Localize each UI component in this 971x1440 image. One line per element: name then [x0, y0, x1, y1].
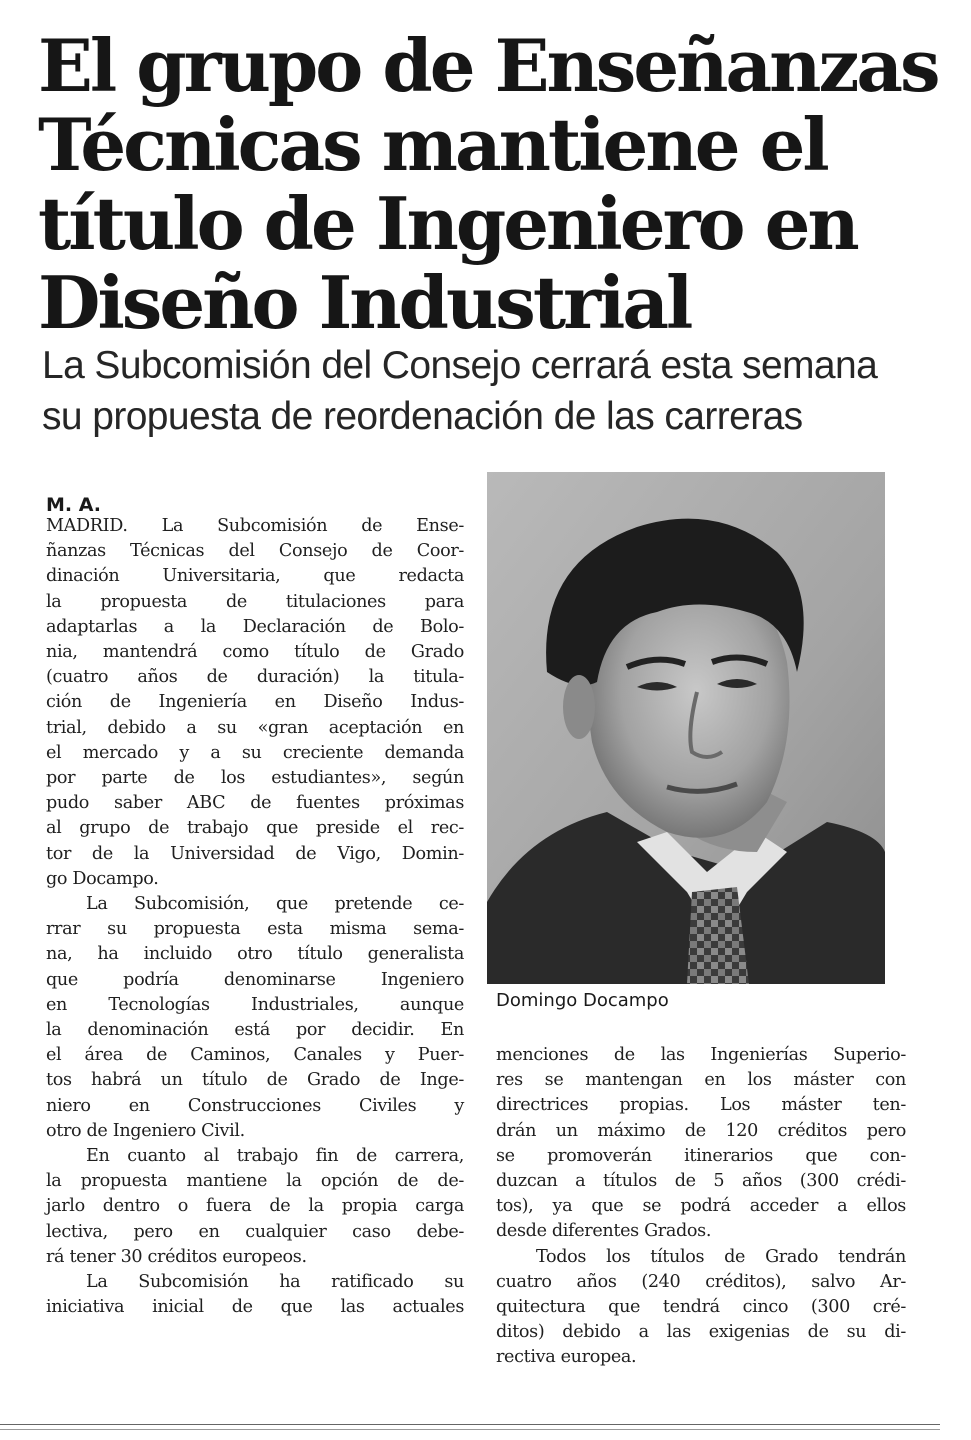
text-line: otro de Ingeniero Civil. [46, 1120, 245, 1141]
text-line: Todos los títulos de Grado tendrán [536, 1246, 906, 1267]
article-column-right [496, 1043, 906, 1371]
headline-line: título de Ingeniero en [38, 181, 857, 266]
text-line: rá tener 30 créditos europeos. [46, 1246, 307, 1267]
subheadline [42, 340, 942, 442]
text-line: iniciativa inicial de que las actuales [46, 1297, 464, 1318]
text-line: por parte de los estudiantes», según [46, 768, 464, 789]
byline: M. A. [46, 494, 102, 516]
text-line: go Docampo. [46, 868, 159, 889]
text-line: se promoverán itinerarios que con- [496, 1145, 906, 1166]
text-line: trial, debido a su «gran aceptación en [46, 717, 464, 738]
text-line: pudo saber ABC de fuentes próximas [46, 793, 464, 814]
text-line: na, ha incluido otro título generalista [46, 944, 464, 965]
text-line: duzcan a títulos de 5 años (300 crédi- [496, 1171, 906, 1192]
text-line: ñanzas Técnicas del Consejo de Coor- [46, 541, 464, 562]
text-line: la denominación está por decidir. En [46, 1020, 464, 1041]
portrait-illustration [487, 472, 885, 984]
headline-line: El grupo de Enseñanzas [38, 23, 938, 108]
text-line: tos habrá un título de Grado de Inge- [46, 1070, 464, 1091]
text-line: La Subcomisión ha ratificado su [86, 1272, 464, 1293]
text-line: tos), ya que se podrá acceder a ellos [496, 1196, 906, 1217]
text-line: lectiva, pero en cualquier caso debe- [46, 1221, 464, 1242]
bottom-rule [0, 1429, 940, 1430]
text-line: dinación Universitaria, que redacta [46, 566, 464, 587]
article-column-left [46, 514, 464, 1321]
text-line: (cuatro años de duración) la titula- [46, 667, 464, 688]
subheadline-line: La Subcomisión del Consejo cerrará esta semana [42, 344, 878, 387]
text-line: MADRID. La Subcomisión de Ense- [46, 516, 464, 536]
text-line: quitectura que tendrá cinco (300 cré- [496, 1297, 906, 1318]
photo-caption: Domingo Docampo [496, 990, 669, 1011]
text-line: nia, mantendrá como título de Grado [46, 642, 464, 663]
text-line: el área de Caminos, Canales y Puer- [46, 1045, 464, 1066]
text-line: tor de la Universidad de Vigo, Domin- [46, 843, 464, 864]
subheadline-line: su propuesta de reordenación de las carreras [42, 395, 803, 438]
headline [38, 23, 938, 345]
text-line: rrar su propuesta esta misma sema- [46, 919, 464, 940]
text-line: directrices propias. Los máster ten- [496, 1095, 906, 1116]
text-line: la propuesta mantiene la opción de de- [46, 1171, 464, 1192]
headline-line: Diseño Industrial [38, 260, 691, 345]
text-line: el mercado y a su creciente demanda [46, 742, 464, 763]
text-line: La Subcomisión, que pretende ce- [86, 894, 464, 915]
text-line: rectiva europea. [496, 1347, 637, 1368]
text-line: en Tecnologías Industriales, aunque [46, 994, 464, 1015]
headline-line: Técnicas mantiene el [38, 102, 827, 187]
text-line: ción de Ingeniería en Diseño Indus- [46, 692, 464, 713]
text-line: la propuesta de titulaciones para [46, 591, 464, 612]
text-line: ditos) debido a las exigenias de su di- [496, 1322, 906, 1343]
text-line: desde diferentes Grados. [496, 1221, 712, 1242]
text-line: que podría denominarse Ingeniero [46, 969, 464, 990]
text-line: menciones de las Ingenierías Superio- [496, 1045, 906, 1065]
portrait-photo [487, 472, 885, 984]
bottom-rule [0, 1424, 940, 1425]
text-line: res se mantengan en los máster con [496, 1070, 906, 1091]
text-line: cuatro años (240 créditos), salvo Ar- [496, 1271, 906, 1292]
text-line: adaptarlas a la Declaración de Bolo- [46, 616, 464, 637]
text-line: drán un máximo de 120 créditos pero [496, 1120, 906, 1141]
text-line: jarlo dentro o fuera de la propia carga [46, 1196, 464, 1217]
text-line: niero en Construcciones Civiles y [46, 1095, 464, 1116]
text-line: En cuanto al trabajo fin de carrera, [86, 1146, 464, 1167]
text-line: al grupo de trabajo que preside el rec- [46, 818, 464, 839]
